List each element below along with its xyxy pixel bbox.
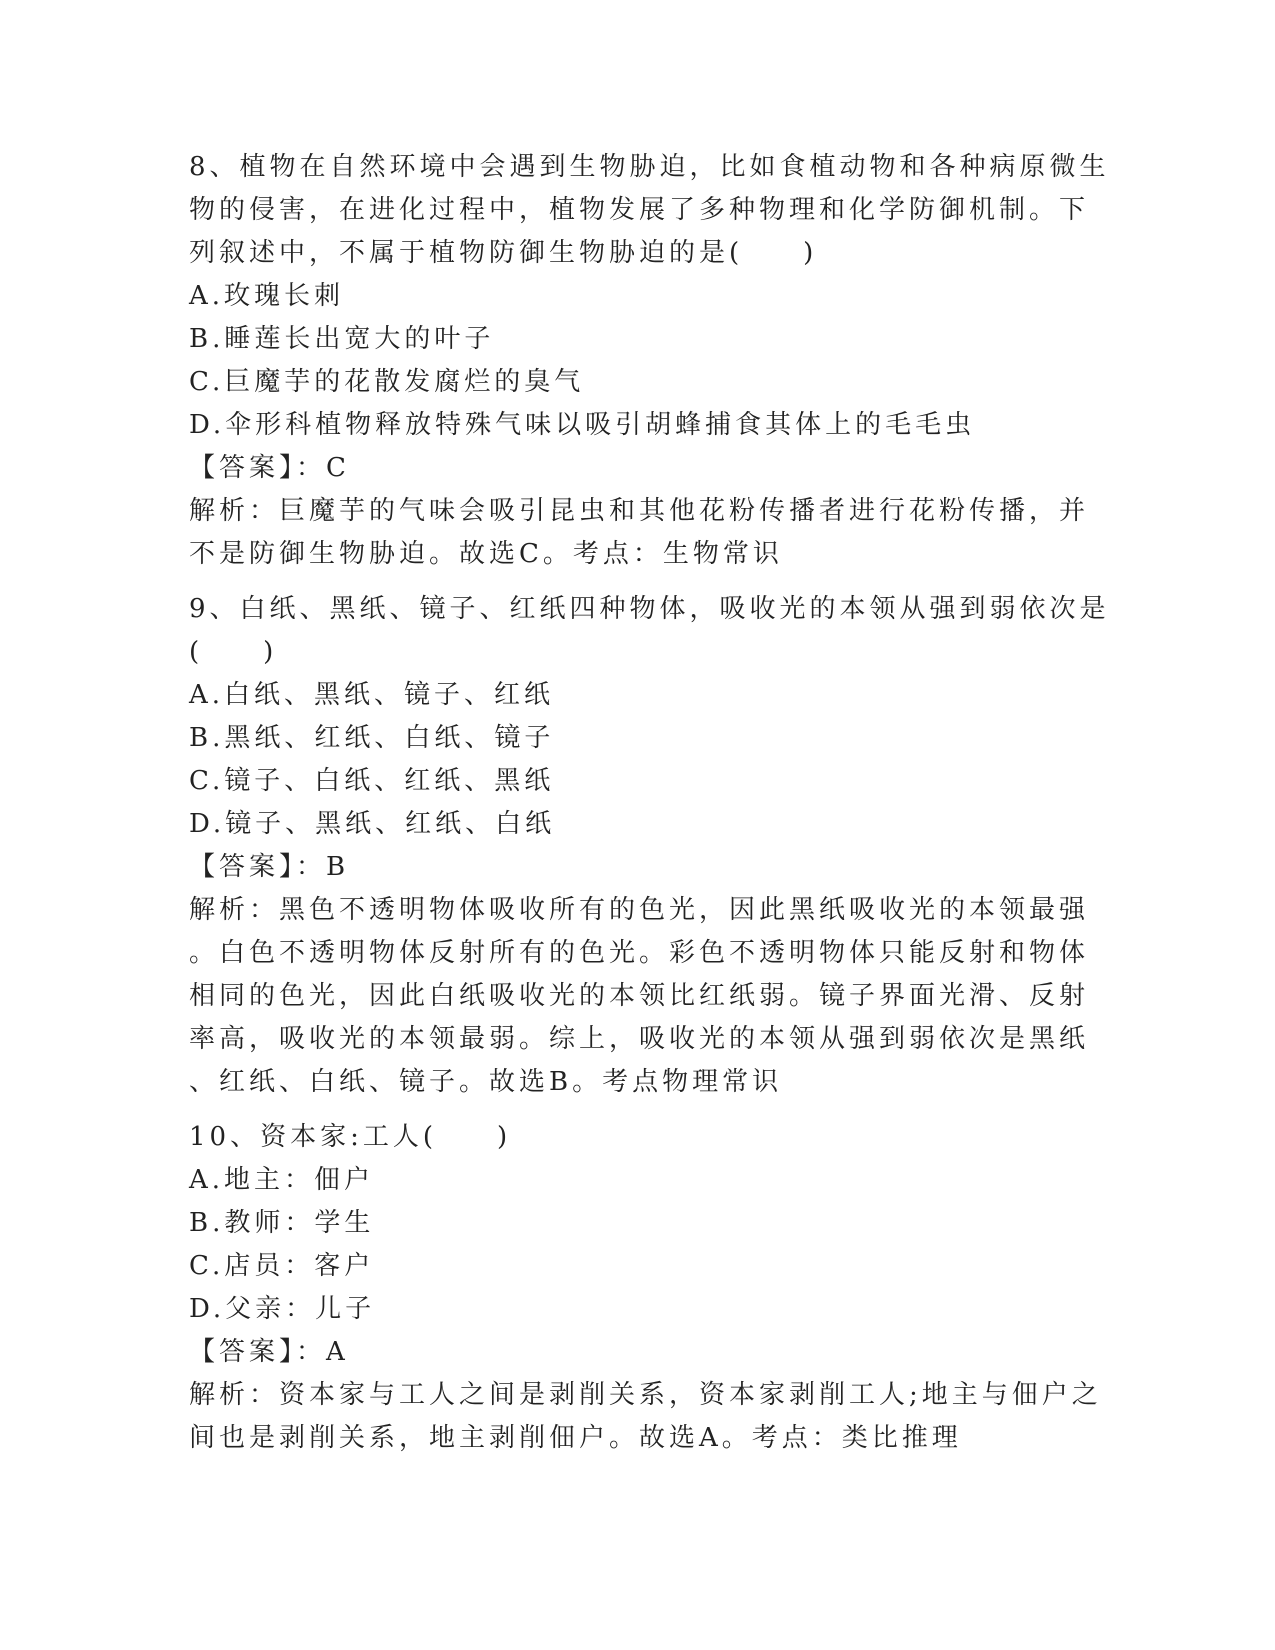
question-9-option-b: B.黑纸、红纸、白纸、镜子 [189,723,555,753]
question-9-option-d: D.镜子、黑纸、红纸、白纸 [189,809,556,839]
question-8-option-c: C.巨魔芋的花散发腐烂的臭气 [189,367,585,397]
question-8 [189,146,1110,576]
question-9-analysis-line-3: 相同的色光，因此白纸吸收光的本领比红纸弱。镜子界面光滑、反射 [189,981,1090,1011]
question-9-answer: 【答案】：B [189,852,350,882]
question-separator [189,1104,1069,1116]
question-10-option-a: A.地主：佃户 [189,1165,375,1195]
question-9-option-a: A.白纸、黑纸、镜子、红纸 [189,680,555,710]
question-9-analysis-line-5: 、红纸、白纸、镜子。故选B。考点物理常识 [189,1067,783,1097]
question-8-stem-line-1: 8、植物在自然环境中会遇到生物胁迫，比如食植动物和各种病原微生 [189,152,1110,182]
question-9-analysis-line-2: 。白色不透明物体反射所有的色光。彩色不透明物体只能反射和物体 [189,938,1090,968]
question-8-option-d: D.伞形科植物释放特殊气味以吸引胡蜂捕食其体上的毛毛虫 [189,410,976,440]
question-8-analysis-line-1: 解析：巨魔芋的气味会吸引昆虫和其他花粉传播者进行花粉传播，并 [189,496,1090,526]
question-8-analysis-line-2: 不是防御生物胁迫。故选C。考点：生物常识 [189,539,783,569]
question-9-stem-line-2: ( ) [189,637,278,667]
question-8-stem-line-3: 列叙述中，不属于植物防御生物胁迫的是( ) [189,238,818,268]
question-9-option-c: C.镜子、白纸、红纸、黑纸 [189,766,555,796]
question-8-option-a: A.玫瑰长刺 [189,281,345,311]
question-10-analysis-line-2: 间也是剥削关系，地主剥削佃户。故选A。考点：类比推理 [189,1423,962,1453]
document-page [189,146,1110,1460]
question-separator [189,576,1069,588]
question-10-option-d: D.父亲：儿子 [189,1294,376,1324]
question-8-stem-line-2: 物的侵害，在进化过程中，植物发展了多种物理和化学防御机制。下 [189,195,1090,225]
question-10-option-c: C.店员：客户 [189,1251,375,1281]
question-10-option-b: B.教师：学生 [189,1208,375,1238]
question-10-answer: 【答案】：A [189,1337,349,1367]
question-10 [189,1116,1102,1460]
question-9 [189,588,1110,1104]
question-9-analysis-line-4: 率高，吸收光的本领最弱。综上，吸收光的本领从强到弱依次是黑纸 [189,1024,1090,1054]
question-10-stem-line-1: 10、资本家:工人( ) [189,1122,512,1152]
question-8-answer: 【答案】：C [189,453,350,483]
question-9-stem-line-1: 9、白纸、黑纸、镜子、红纸四种物体，吸收光的本领从强到弱依次是 [189,594,1110,624]
question-10-analysis-line-1: 解析：资本家与工人之间是剥削关系，资本家剥削工人;地主与佃户之 [189,1380,1102,1410]
question-9-analysis-line-1: 解析：黑色不透明物体吸收所有的色光，因此黑纸吸收光的本领最强 [189,895,1090,925]
question-8-option-b: B.睡莲长出宽大的叶子 [189,324,495,354]
